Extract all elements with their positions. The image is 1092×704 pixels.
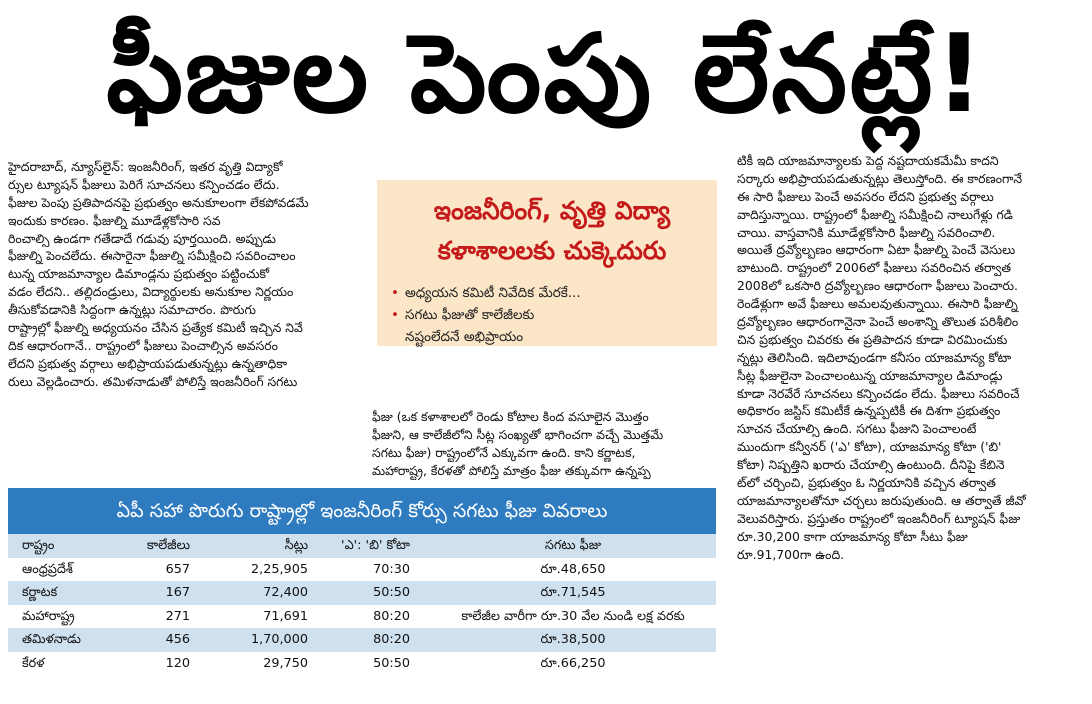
article-line: సూచన చేయాల్సి ఉంది. సగటు ఫీజుని పెంచాలంటే (737, 421, 977, 437)
bullet-dot-icon: • (391, 285, 399, 301)
article-middle-column (372, 408, 716, 480)
article-line: చిన ప్రభుత్వం చివరకు ఈ ప్రతిపాదన కూడా విరమించుకు (737, 331, 1008, 347)
table-title: ఏపీ సహా పొరుగు రాష్ట్రాల్లో ఇంజనీరింగ్ కోర్సు సగటు ఫీజు వివరాలు (8, 488, 716, 534)
table-cell: 50:50 (373, 655, 410, 671)
table-cell: 72,400 (263, 585, 308, 600)
article-line: రులు వెల్లడించారు. తమిళనాడుతో పోలిస్తే ఇంజనీరింగ్ సగటు (8, 373, 298, 389)
callout-title-line2: కళాశాలలకు చుక్కెదురు (437, 236, 667, 265)
article-line: రూ.30,200 కాగా యాజమాన్య కోటా సీటు ఫీజు (737, 528, 968, 544)
table-cell: రూ.38,500 (540, 632, 606, 647)
article-line: రాష్ట్రాల్లో ఫీజుల్ని అధ్యయనం చేసిన ప్రత్యేక కమిటీ ఇచ్చిన నివే (8, 320, 303, 336)
article-line: రూ.91,700గా ఉంది. (737, 546, 845, 562)
table-cell: 657 (165, 561, 190, 577)
article-line: వాదిస్తున్నాయి. రాష్ట్రంలో ఫీజుల్ని సమీక్షించి నాలుగేళ్లు గడి (737, 206, 1013, 222)
table-cell: రూ.66,250 (540, 655, 606, 671)
article-line: దిక ఆధారంగానే.. రాష్ట్రంలో ఫీజులు పెంచాల్సిన అవసరం (8, 337, 278, 353)
callout-bullet-2 (391, 304, 534, 326)
article-line: ట్‌లో చర్చించి, ప్రభుత్వం ఓ నిర్ణయానికి వచ్చిన తర్వాత (737, 475, 996, 491)
article-line: ఫీజుని, ఆ కాలేజీలోని సీట్ల సంఖ్యతో భాగించగా వచ్చే మొత్తమే (372, 426, 664, 442)
table-row (8, 652, 716, 676)
article-line: అయితే ద్రవ్యోల్బణం ఆధారంగా ఏటా ఫీజుల్ని పెంచే వెసులు (737, 242, 1016, 258)
article-line: వడం లేదని.. తల్లిదండ్రులు, విద్యార్థులకు అనుకూల నిర్ణయం (8, 284, 294, 300)
article-line: చాయి. వాస్తవానికి మూడేళ్లకోసారి ఫీజుల్ని సవరించాలి. (737, 224, 996, 240)
callout-bullet-1 (391, 282, 581, 304)
callout-bullet-text: అధ్యయన కమిటీ నివేదిక మేరకే... (404, 285, 581, 301)
table-cell: 271 (165, 608, 190, 624)
article-line: సీట్ల ఫీజులైనా పెంచాలంటున్న యాజమాన్యాల డిమాండ్లు (737, 367, 1003, 383)
bullet-dot-icon: • (391, 307, 399, 323)
table-row (8, 605, 716, 629)
article-line: రించాల్సి ఉండగా గతేడాదే గడువు పూర్తయింది. అప్పుడు (8, 230, 276, 246)
table-cell: మహారాష్ట్ర (22, 608, 75, 624)
callout-box (377, 180, 717, 346)
article-line: మహారాష్ట్ర, కేరళతో పోలిస్తే మాత్రం ఫీజు తక్కువగా ఉన్నప్ప (372, 462, 651, 478)
table-cell: సగటు ఫీజు (544, 538, 602, 553)
headline: ఫీజుల పెంపు లేనట్లే! (106, 12, 986, 137)
article-line: ఈ సారి ఫీజులు పెంచే అవసరం లేదని ప్రభుత్వ వర్గాలు (737, 188, 994, 204)
article-line: వెలువరిస్తారు. ప్రస్తుతం రాష్ట్రంలో ఇంజనీరింగ్ ట్యూషన్ ఫీజు (737, 510, 1021, 526)
article-line: హైదరాబాద్, న్యూస్‌లైన్: ఇంజనీరింగ్, ఇతర వృత్తి విద్యాకో (8, 159, 283, 174)
article-line: ముందుగా కన్వీనర్ ('ఎ' కోటా), యాజమాన్య కోటా ('బి' (737, 439, 1002, 455)
table-cell: కేరళ (22, 655, 45, 671)
table-cell: కాలేజీలు (146, 538, 190, 553)
article-line: ఫీజుల్ని పెంచలేదు. ఈసారైనా ఫీజుల్ని సమీక్షించి సవరించాలం (8, 248, 296, 264)
table-cell: 80:20 (373, 632, 410, 647)
article-line: టికీ ఇది యాజమాన్యాలకు పెద్ద నష్టదాయకమేమీ కాదని (737, 153, 999, 168)
article-line: యాజమాన్యాలతోనూ చర్చలు జరుపుతుంది. ఆ తర్వాతే జీవో (737, 492, 1026, 508)
table-row (8, 628, 716, 652)
table-cell: తమిళనాడు (22, 632, 81, 647)
table-cell: 120 (165, 655, 190, 671)
article-line: టున్న యాజమాన్యాల డిమాండ్లను ప్రభుత్వం పట్టించుకో (8, 266, 270, 282)
table-cell: 'ఎ': 'బి' కోటా (341, 538, 410, 553)
table-cell: రూ.71,545 (540, 585, 606, 600)
article-line: కోటా) నిష్పత్తిని ఖరారు చేయాల్సి ఉంటుంది. దీనిపై కేబినె (737, 457, 1005, 473)
table-cell: 50:50 (373, 585, 410, 600)
table-cell: 1,70,000 (251, 632, 308, 647)
table-cell: 71,691 (263, 608, 308, 624)
article-line: సగటు ఫీజు) రాష్ట్రంలోనే ఎక్కువగా ఉంది. కాని కర్ణాటక, (372, 444, 636, 460)
article-line: 2008లో ఒకసారి ద్రవ్యోల్బణం ఆధారంగా ఫీజులు పెంచారు. (737, 278, 1018, 294)
table-cell: రూ.48,650 (540, 561, 606, 577)
article-line: ఫీజు (ఒక కళాశాలలో రెండు కోటాల కింద వసూలైన మొత్తం (372, 409, 649, 424)
article-line: న్నట్లు తెలిసింది. ఇదిలావుండగా కనీసం యాజమాన్య కోటా (737, 349, 1012, 365)
article-left-column (8, 158, 360, 391)
table-cell: సీట్లు (284, 538, 308, 553)
article-line: ఫీజుల పెంపు ప్రతిపాదనపై ప్రభుత్వం అనుకూలంగా లేకపోవడమే (8, 194, 309, 210)
table-cell: 2,25,905 (251, 561, 308, 577)
article-line: ర్సుల ట్యూషన్ ఫీజులు పెరిగే సూచనలు కన్పించడం లేదు. (8, 176, 280, 192)
table-cell: కర్ణాటక (22, 585, 58, 600)
table-cell: 80:20 (373, 608, 410, 624)
table-cell: 456 (165, 632, 190, 647)
article-line: బాటుంది. రాష్ట్రంలో 2006లో ఫీజులు సవరించిన తర్వాత (737, 260, 1011, 276)
article-right-column (737, 152, 1087, 563)
article-line: కూడా నెరవేరే సూచనలు కన్పించడం లేదు. ఫీజులు సవరించే (737, 385, 1020, 401)
article-line: రెండేళ్లుగా అవే ఫీజులు అమలవుతున్నాయి. ఈసారి ఫీజుల్ని (737, 296, 1018, 312)
table-row (8, 558, 716, 582)
table-cell: 167 (165, 585, 190, 600)
table-header-row (8, 534, 716, 558)
article-line: అధికారం జస్టిస్ కమిటీకే ఉన్నప్పటికీ ఈ దిశగా ప్రభుత్వం (737, 403, 1001, 419)
table-cell: 70:30 (373, 561, 410, 577)
callout-bullet-text: సగటు ఫీజుతో కాలేజీలకు (404, 307, 535, 323)
fee-table (8, 488, 716, 698)
table-cell: ఆంధ్రప్రదేశ్ (22, 561, 73, 577)
article-line: లేదని ప్రభుత్వ వర్గాలు అభిప్రాయపడుతున్నట్లు ఉన్నతాధికా (8, 355, 288, 371)
article-line: సర్కారు అభిప్రాయపడుతున్నట్లు తెలుస్తోంది. ఈ కారణంగానే (737, 170, 1023, 186)
article-line: తీసుకోవడానికి సిద్ధంగా ఉన్నట్లు సమాచారం. పొరుగు (8, 302, 256, 318)
article-line: ద్రవ్యోల్బణం ఆధారంగానైనా పెంచే అంశాన్ని తొలుత పరిశీలిం (737, 314, 1019, 330)
article-line: ఇందుకు కారణం. ఫీజుల్ని మూడేళ్లకోసారి సవ (8, 212, 221, 228)
table-cell: కాలేజీల వారీగా రూ.30 వేల నుండి లక్ష వరకు (461, 608, 685, 624)
table-cell: 29,750 (263, 655, 308, 671)
table-row (8, 581, 716, 605)
callout-title-line1: ఇంజనీరింగ్, వృత్తి విద్యా (433, 196, 671, 225)
table-cell: రాష్ట్రం (22, 538, 55, 553)
callout-bullet-2-cont: నష్టంలేదనే అభిప్రాయం (405, 329, 524, 345)
